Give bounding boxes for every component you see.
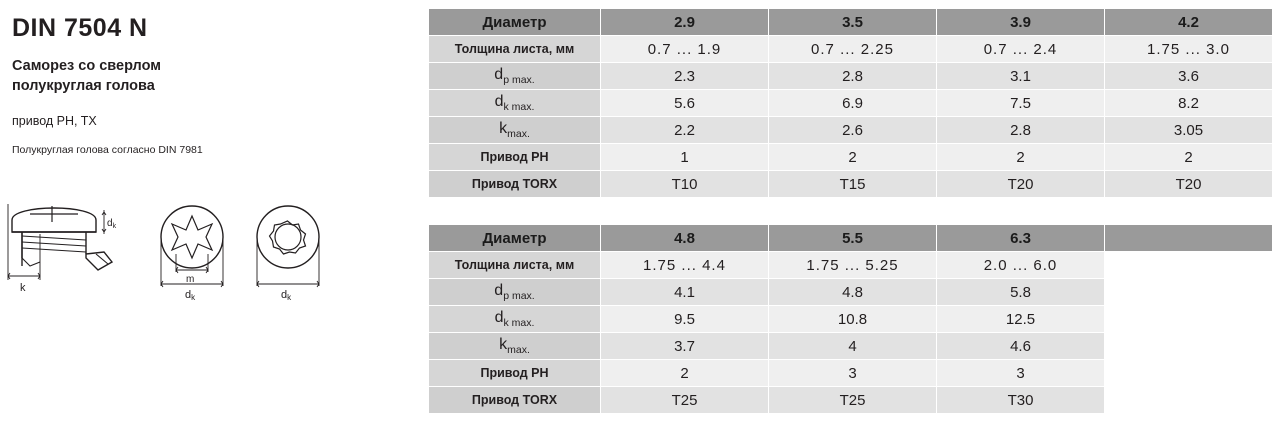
cell-empty [1105,360,1273,387]
cell-empty [1105,279,1273,306]
cell-value: 2.8 [937,117,1105,144]
header-empty [1105,225,1273,252]
cell-value: 12.5 [937,306,1105,333]
row-label-k-max [429,333,601,360]
row-label-drive-torx: Привод TORX [429,387,601,414]
header-diameter-label: Диаметр [429,9,601,36]
cell-value: 3 [769,360,937,387]
cell-value: 3 [937,360,1105,387]
header-diameter-1: 2.9 [601,9,769,36]
page-title: DIN 7504 N [12,14,148,42]
row-label-dp-max [429,63,601,90]
row-label-main: d [494,92,504,110]
row-label-subscript: p max. [503,290,535,303]
cell-empty [1105,387,1273,414]
cell-value: 2 [1105,144,1273,171]
cell-value: 2.0 ... 6.0 [937,252,1105,279]
cell-value: 2 [601,360,769,387]
cell-value: 0.7 ... 2.25 [769,36,937,63]
cell-value: 8.2 [1105,90,1273,117]
cell-value: T25 [769,387,937,414]
row-label-drive-ph: Привод PH [429,360,601,387]
cell-value: 2 [937,144,1105,171]
row-label-dk-max [429,306,601,333]
cell-value: 3.6 [1105,63,1273,90]
cell-value: 1 [601,144,769,171]
cell-value: 1.75 ... 4.4 [601,252,769,279]
table-row [429,306,1273,333]
row-label-subscript: k max. [503,101,535,114]
cell-value: 5.6 [601,90,769,117]
table-row [429,360,1273,387]
cell-value: 10.8 [769,306,937,333]
row-label-dp-max [429,279,601,306]
row-label-sheet-thickness: Толщина листа, мм [429,36,601,63]
cell-empty [1105,333,1273,360]
spec-table-large-diameters [428,224,1273,414]
row-label-dk-max [429,90,601,117]
row-label-drive-torx: Привод TORX [429,171,601,198]
cell-value: 3.7 [601,333,769,360]
table-row [429,63,1273,90]
cell-value: 4 [769,333,937,360]
cell-value: 3.1 [937,63,1105,90]
cell-value: 2.3 [601,63,769,90]
cell-value: 4.1 [601,279,769,306]
dimension-label-dk-side: $d_k$ [107,218,117,230]
cell-value: 2.8 [769,63,937,90]
cell-value: 1.75 ... 3.0 [1105,36,1273,63]
row-label-main: d [494,65,504,83]
cell-value: 1.75 ... 5.25 [769,252,937,279]
cell-empty [1105,252,1273,279]
row-label-subscript: max. [507,128,530,141]
header-diameter-2: 5.5 [769,225,937,252]
cell-value: T30 [937,387,1105,414]
cell-value: 7.5 [937,90,1105,117]
header-diameter-3: 3.9 [937,9,1105,36]
cell-empty [1105,306,1273,333]
dimension-label-m: m [186,274,195,285]
row-label-k-max [429,117,601,144]
row-label-drive-ph: Привод PH [429,144,601,171]
cell-value: T20 [1105,171,1273,198]
table-row [429,117,1273,144]
cell-value: T15 [769,171,937,198]
table-row [429,252,1273,279]
screw-technical-drawing [0,192,400,312]
table-header-row [429,225,1273,252]
header-diameter-2: 3.5 [769,9,937,36]
row-label-main: d [494,281,504,299]
row-label-main: d [494,308,504,326]
row-label-subscript: max. [507,344,530,357]
table-row [429,171,1273,198]
head-standard-note: Полукруглая голова согласно DIN 7981 [12,144,203,157]
cell-value: 5.8 [937,279,1105,306]
spec-table-small-diameters [428,8,1273,198]
cell-value: 4.6 [937,333,1105,360]
product-name-line1: Саморез со сверлом [12,58,161,74]
header-diameter-3: 6.3 [937,225,1105,252]
cell-value: 4.8 [769,279,937,306]
cell-value: 2 [769,144,937,171]
cell-value: 2.2 [601,117,769,144]
header-diameter-4: 4.2 [1105,9,1273,36]
row-label-sheet-thickness: Толщина листа, мм [429,252,601,279]
table-row [429,387,1273,414]
row-label-main: k [499,119,508,137]
product-name-line2: полукруглая голова [12,77,155,94]
dimension-label-dk-tx: dk [281,289,292,302]
cell-value: T25 [601,387,769,414]
header-diameter-1: 4.8 [601,225,769,252]
product-name [12,57,408,96]
cell-value: T20 [937,171,1105,198]
table-row [429,144,1273,171]
table-row [429,90,1273,117]
cell-value: 6.9 [769,90,937,117]
header-diameter-label: Диаметр [429,225,601,252]
dimension-label-dk-ph: dk [185,289,196,302]
cell-value: 0.7 ... 2.4 [937,36,1105,63]
cell-value: 2.6 [769,117,937,144]
cell-value: 9.5 [601,306,769,333]
table-row [429,333,1273,360]
table-row [429,36,1273,63]
cell-value: T10 [601,171,769,198]
row-label-main: k [499,335,508,353]
cell-value: 0.7 ... 1.9 [601,36,769,63]
table-row [429,279,1273,306]
row-label-subscript: p max. [503,74,535,87]
dimension-label-k: k [20,282,26,294]
drive-types: привод PH, TX [12,114,97,129]
row-label-subscript: k max. [503,317,535,330]
cell-value: 3.05 [1105,117,1273,144]
table-header-row [429,9,1273,36]
